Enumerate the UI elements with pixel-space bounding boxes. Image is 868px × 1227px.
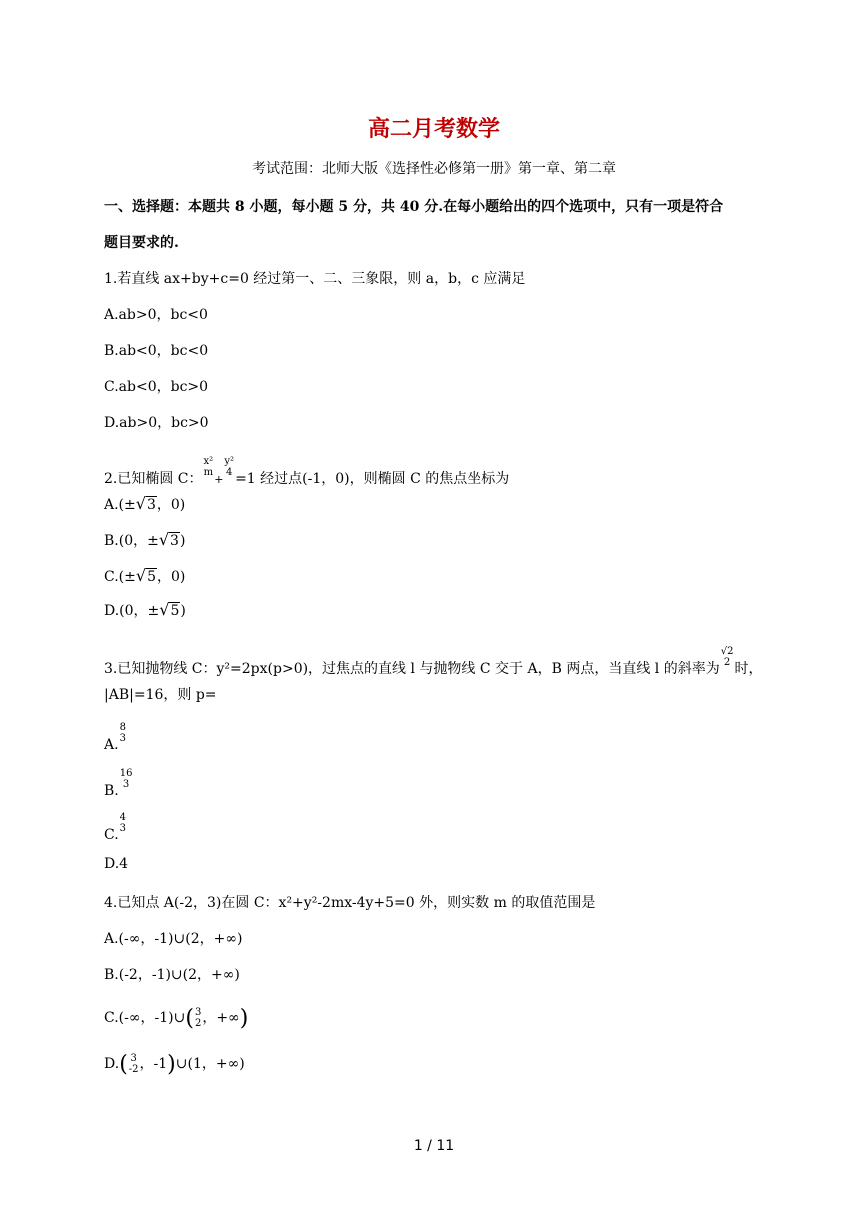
q3-stem-line2: |AB|=16，则 p= bbox=[104, 687, 217, 703]
q2-option-a: A.(±√3，0) bbox=[104, 494, 186, 513]
q3-stem: 3.已知抛物线 C：y²=2px(p>0)，过焦点的直线 l 与抛物线 C 交于 A，B 两点，当直线 l 的斜率为 √2 2 时， bbox=[104, 646, 763, 677]
q2-fraction-x: x² m bbox=[203, 456, 214, 478]
left-paren-icon: ( bbox=[119, 1052, 128, 1077]
q4-option-d: D.( 3 -2 ，-1)∪(1，+∞) bbox=[104, 1052, 245, 1077]
q2-stem: 2.已知椭圆 C： x² m + y² 4 =1 经过点(-1，0)，则椭圆 C 的焦点坐标为 bbox=[104, 456, 510, 487]
q3-a-fraction: 8 3 bbox=[119, 722, 126, 744]
q3-b-fraction: 16 3 bbox=[119, 768, 133, 790]
q1-stem: 1.若直线 ax+by+c=0 经过第一、二、三象限，则 a，b，c 应满足 bbox=[104, 271, 526, 287]
page-title: 高二月考数学 bbox=[367, 116, 500, 142]
sqrt-icon: √3 bbox=[135, 494, 156, 513]
section-heading-line1: 一、选择题：本题共 8 小题，每小题 5 分，共 40 分.在每小题给出的四个选项中，只有一项是符合 bbox=[104, 199, 724, 215]
q4-option-b: B.(-2，-1)∪(2，+∞) bbox=[104, 967, 240, 983]
q3-option-a: A. 8 3 bbox=[104, 722, 126, 753]
q4-stem: 4.已知点 A(-2，3)在圆 C：x²+y²-2mx-4y+5=0 外，则实数 m 的取值范围是 bbox=[104, 895, 596, 911]
q4-option-c: C.(-∞，-1)∪( 3 2 ，+∞) bbox=[104, 1006, 249, 1031]
q3-option-d: D.4 bbox=[104, 856, 129, 872]
q3-slope-fraction: √2 2 bbox=[720, 646, 734, 668]
q2-prefix: 2.已知椭圆 C： bbox=[104, 471, 203, 487]
exam-scope: 考试范围：北师大版《选择性必修第一册》第一章、第二章 bbox=[252, 161, 616, 177]
q3-c-fraction: 4 3 bbox=[119, 812, 127, 834]
q2-fraction-y: y² 4 bbox=[224, 456, 235, 478]
q2-suffix: =1 经过点(-1，0)，则椭圆 C 的焦点坐标为 bbox=[235, 471, 510, 487]
q2-option-c: C.(±√5，0) bbox=[104, 566, 186, 585]
sqrt-icon: √5 bbox=[159, 600, 180, 619]
right-paren-icon: ) bbox=[239, 1006, 249, 1031]
section-heading-line2: 题目要求的. bbox=[104, 235, 179, 251]
q4-d-fraction: 3 -2 bbox=[128, 1053, 139, 1075]
left-paren-icon: ( bbox=[185, 1006, 194, 1031]
sqrt-icon: √3 bbox=[158, 530, 179, 549]
q1-option-d: D.ab>0，bc>0 bbox=[104, 415, 209, 431]
q1-option-b: B.ab<0，bc<0 bbox=[104, 343, 209, 359]
q1-option-a: A.ab>0，bc<0 bbox=[104, 307, 208, 323]
q2-option-b: B.(0，±√3) bbox=[104, 530, 186, 549]
q4-c-fraction: 3 2 bbox=[194, 1007, 202, 1029]
q3-option-b: B. 16 3 bbox=[104, 768, 133, 799]
page-number: 1 / 11 bbox=[413, 1138, 455, 1154]
sqrt-icon: √5 bbox=[135, 566, 156, 585]
right-paren-icon: ) bbox=[167, 1052, 176, 1077]
q4-option-a: A.(-∞，-1)∪(2，+∞) bbox=[104, 931, 243, 947]
q3-option-c: C. 4 3 bbox=[104, 812, 127, 843]
q2-option-d: D.(0，±√5) bbox=[104, 600, 186, 619]
q1-option-c: C.ab<0，bc>0 bbox=[104, 379, 209, 395]
